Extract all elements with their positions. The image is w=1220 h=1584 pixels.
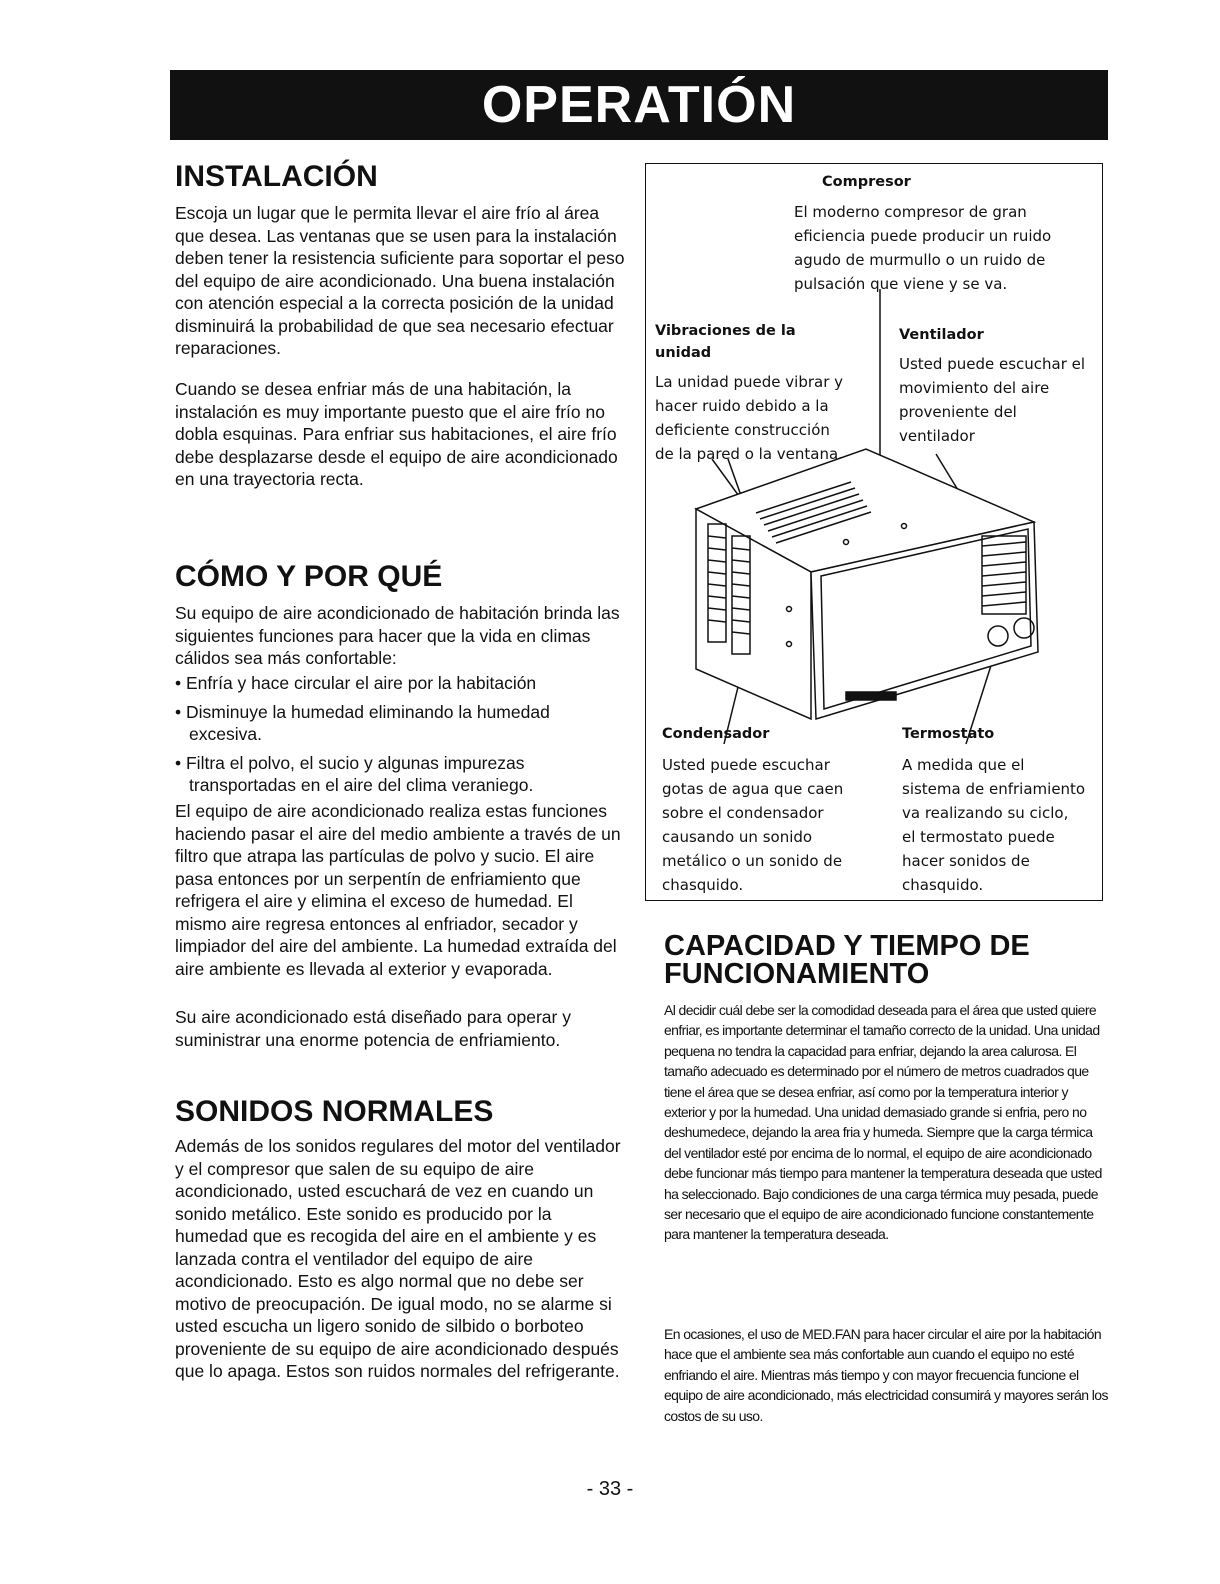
heading-sonidos-normales: SONIDOS NORMALES bbox=[175, 1095, 494, 1128]
page-number: - 33 - bbox=[586, 1478, 634, 1500]
page-title-banner: OPERATIÓN bbox=[170, 70, 1108, 140]
capacidad-paragraph-2: En ocasiones, el uso de MED.FAN para hacer circular el aire por la habitación hace que el ambiente sea más confortable aun cuando el equipo no esté enfriando el aire. Mientras más tiempo y con mayor frecuencia funcione el equipo de aire acondicionado, más electricidad consumirá y mayores serán los costos de su uso. bbox=[664, 1326, 1108, 1424]
heading-como-y-por-que: CÓMO Y POR QUÉ bbox=[175, 560, 443, 593]
compresor-label: Compresor bbox=[822, 174, 911, 190]
como-intro: Su equipo de aire acondicionado de habitación brinda las siguientes funciones para hacer que la vida en climas cálidos sea más confortable: bbox=[175, 603, 620, 668]
capacidad-paragraph-1: Al decidir cuál debe ser la comodidad deseada para el área que usted quiere enfriar, es importante determinar el tamaño correcto de la unidad. Una unidad pequena no tendra la capacidad para enfriar, dejando la area calurosa. El tamaño adecuado es determinado por el número de metros cuadrados que tiene el área que se desea enfriar, así como por la temperatura interior y exterior y por la humedad. Una unidad demasiado grande si enfria, pero no deshumedece, dejando la area fria y humeda. Siempre que la carga térmica del ventilador esté por encima de lo normal, el equipo de aire acondicionado debe funcionar más tiempo para mantener la temperatura deseada que usted ha seleccionado. Bajo condiciones de una carga térmica muy pesada, puede ser necesario que el equipo de aire acondicionado funcione constantemente para mantener la temperatura deseada. bbox=[664, 1002, 1102, 1243]
heading-instalacion: INSTALACIÓN bbox=[175, 160, 378, 193]
compresor-text: El moderno compresor de gran eficiencia puede producir un ruido agudo de murmullo o un ruido de pulsación que viene y se va. bbox=[794, 203, 1052, 293]
termostato-text: A medida que el sistema de enfriamiento va realizando su ciclo, el termostato puede hacer sonidos de chasquido. bbox=[902, 756, 1086, 894]
sonidos-paragraph: Además de los sonidos regulares del motor del ventilador y el compresor que salen de su equipo de aire acondicionado, usted escuchará de vez en cuando un sonido metálico. Este sonido es producido por la humedad que es recogida del aire en el ambiente y es lanzada contra el ventilador del equipo de aire acondicionado. Esto es algo normal que no debe ser motivo de preocupación. De igual modo, no se alarme si usted escucha un ligero sonido de silbido o borboteo proveniente de su equipo de aire acondicionado después que lo apaga. Estos son ruidos normales del refrigerante. bbox=[175, 1136, 621, 1381]
vibraciones-text: La unidad puede vibrar y hacer ruido debido a la deficiente construcción de la pared o la ventana. bbox=[655, 373, 844, 463]
ventilador-text: Usted puede escuchar el movimiento del aire proveniente del ventilador bbox=[899, 355, 1086, 445]
list-item: • Disminuye la humedad eliminando la humedad excesiva. bbox=[175, 701, 550, 744]
termostato-label: Termostato bbox=[902, 726, 995, 742]
como-paragraph-2: El equipo de aire acondicionado realiza estas funciones haciendo pasar el aire del medio ambiente a través de un filtro que atrapa las partículas de polvo y sucio. El aire pasa entonces por un serpentín de enfriamiento que refrigera el aire y elimina el exceso de humedad. El mismo aire regresa entonces al enfriador, secador y limpiador del aire del ambiente. La humedad extraída del aire ambiente es llevada al exterior y evaporada. bbox=[175, 801, 621, 979]
ventilador-label: Ventilador bbox=[899, 327, 984, 343]
list-item: • Filtra el polvo, el sucio y algunas impurezas transportadas en el aire del clima veraniego. bbox=[175, 752, 534, 795]
brand-badge bbox=[846, 692, 896, 700]
instalacion-paragraph-1: Escoja un lugar que le permita llevar el aire frío al área que desea. Las ventanas que se usen para la instalación deben tener la resistencia suficiente para soportar el peso del equipo de aire acondicionado. Una buena instalación con atención especial a la correcta posición de la unidad disminuirá la probabilidad de que sea necesario efectuar reparaciones. bbox=[175, 203, 625, 358]
condensador-label: Condensador bbox=[662, 726, 770, 742]
como-bullet-list bbox=[175, 672, 625, 803]
air-conditioner-figure bbox=[645, 163, 1103, 901]
list-item: • Enfría y hace circular el aire por la habitación bbox=[175, 673, 537, 693]
instalacion-paragraph-2: Cuando se desea enfriar más de una habitación, la instalación es muy importante puesto que el aire frío no dobla esquinas. Para enfriar sus habitaciones, el aire frío debe desplazarse desde el equipo de aire acondicionado en una trayectoria recta. bbox=[175, 379, 618, 489]
condensador-text: Usted puede escuchar gotas de agua que caen sobre el condensador causando un sonido metálico o un sonido de chasquido. bbox=[662, 756, 844, 894]
como-paragraph-3: Su aire acondicionado está diseñado para operar y suministrar una enorme potencia de enfriamiento. bbox=[175, 1007, 571, 1050]
heading-capacidad: CAPACIDAD Y TIEMPO DE FUNCIONAMIENTO bbox=[664, 930, 1030, 990]
vibraciones-label: Vibraciones de la unidad bbox=[655, 323, 796, 361]
